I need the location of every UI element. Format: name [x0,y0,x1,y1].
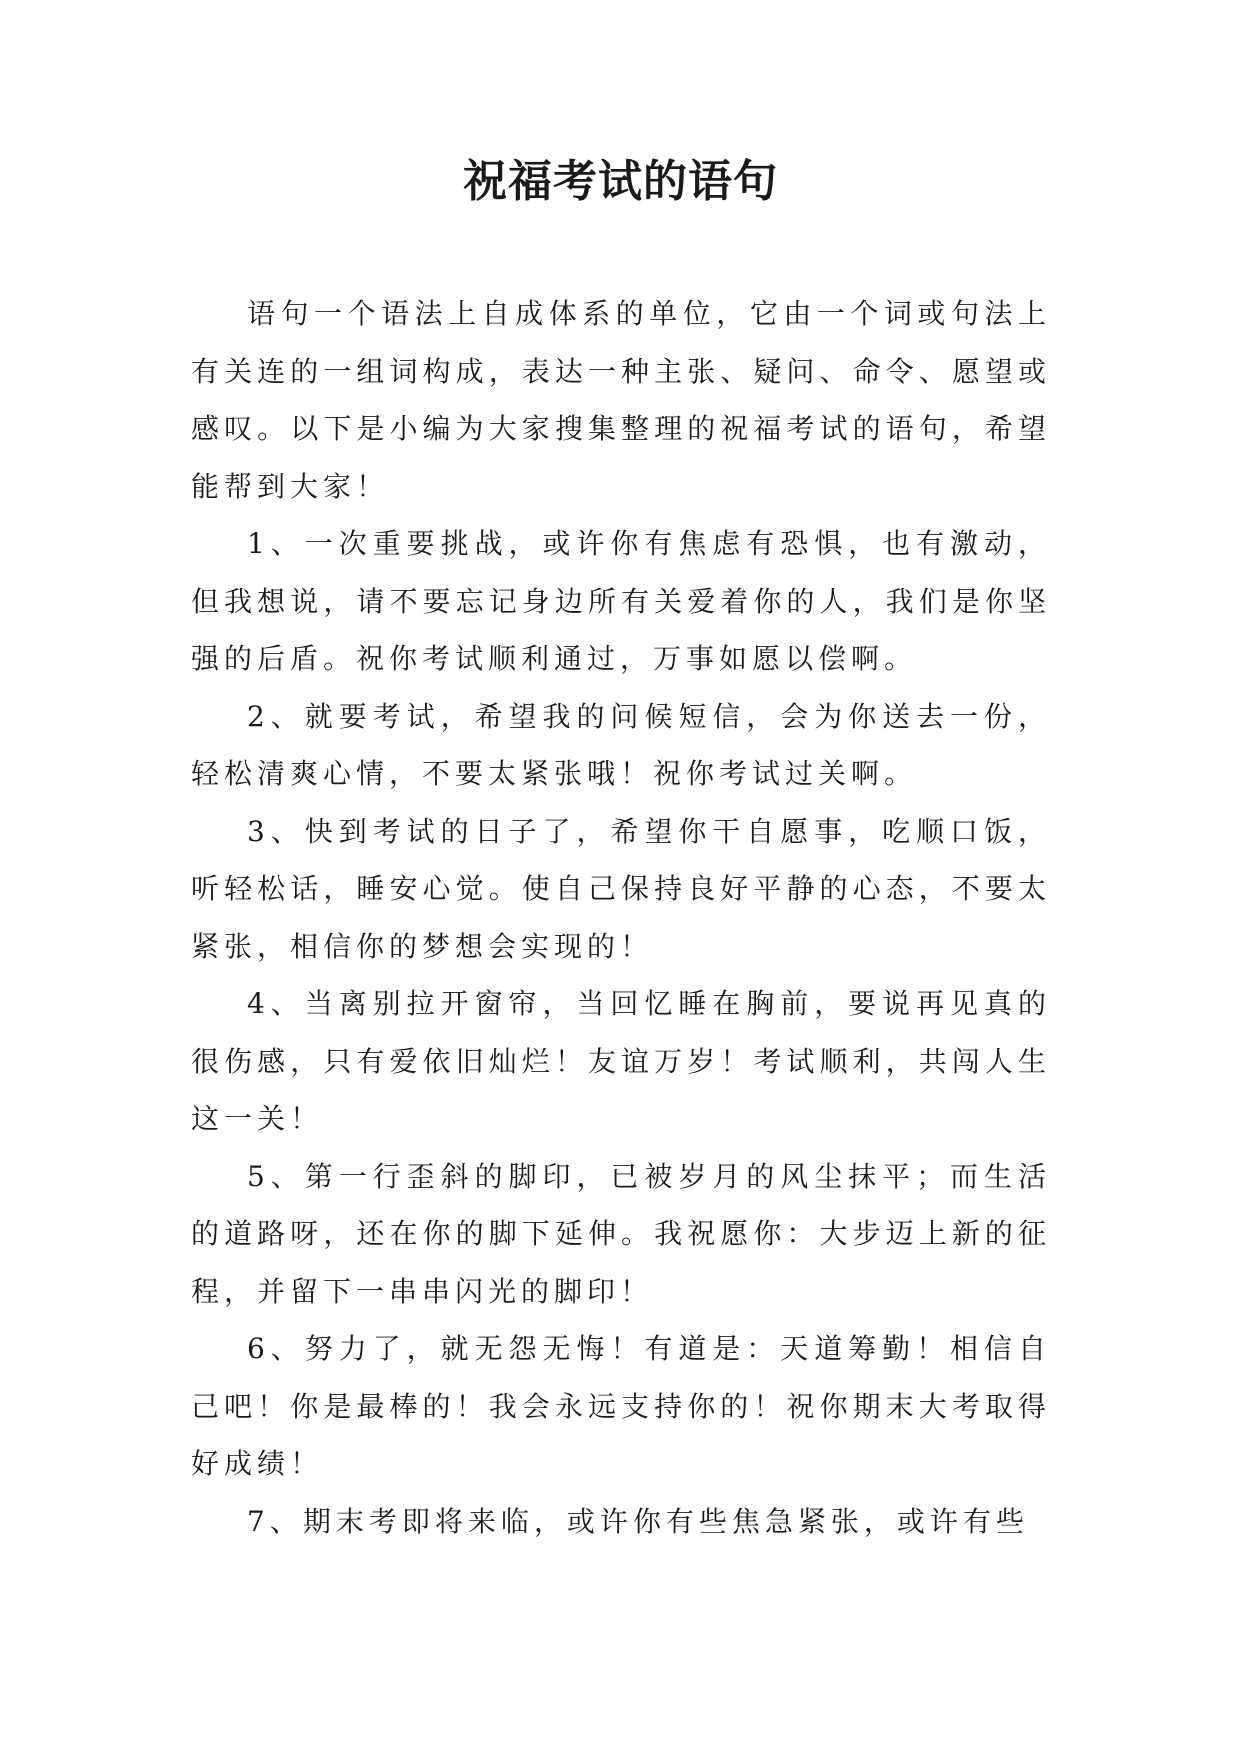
page-title: 祝福考试的语句 [463,156,778,207]
document-body [191,285,1051,1550]
intro-paragraph: 语句一个语法上自成体系的单位，它由一个词或句法上有关连的一组词构成，表达一种主张、疑问、命令、愿望或感叹。以下是小编为大家搜集整理的祝福考试的语句，希望能帮到大家！ [191,297,1051,503]
paragraph-item-7: 7、期末考即将来临，或许你有些焦急紧张，或许有些 [247,1504,1029,1538]
paragraph-item-2: 2、就要考试，希望我的问候短信，会为你送去一份，轻松清爽心情，不要太紧张哦！祝你考试过关啊。 [191,699,1051,790]
paragraph-item-5: 5、第一行歪斜的脚印，已被岁月的风尘抹平；而生活的道路呀，还在你的脚下延伸。我祝愿你：大步迈上新的征程，并留下一串串闪光的脚印！ [191,1159,1051,1308]
paragraph-item-3: 3、快到考试的日子了，希望你干自愿事，吃顺口饭，听轻松话，睡安心觉。使自己保持良好平静的心态，不要太紧张，相信你的梦想会实现的！ [191,814,1051,963]
paragraph-item-6: 6、努力了，就无怨无悔！有道是：天道筹勤！相信自己吧！你是最棒的！我会永远支持你的！祝你期末大考取得好成绩！ [191,1332,1051,1480]
paragraph-item-4: 4、当离别拉开窗帘，当回忆睡在胸前，要说再见真的很伤感，只有爱依旧灿烂！友谊万岁！考试顺利，共闯人生这一关！ [191,987,1051,1135]
paragraph-item-1: 1、一次重要挑战，或许你有焦虑有恐惧，也有激动，但我想说，请不要忘记身边所有关爱着你的人，我们是你坚强的后盾。祝你考试顺利通过，万事如愿以偿啊。 [191,527,1051,675]
